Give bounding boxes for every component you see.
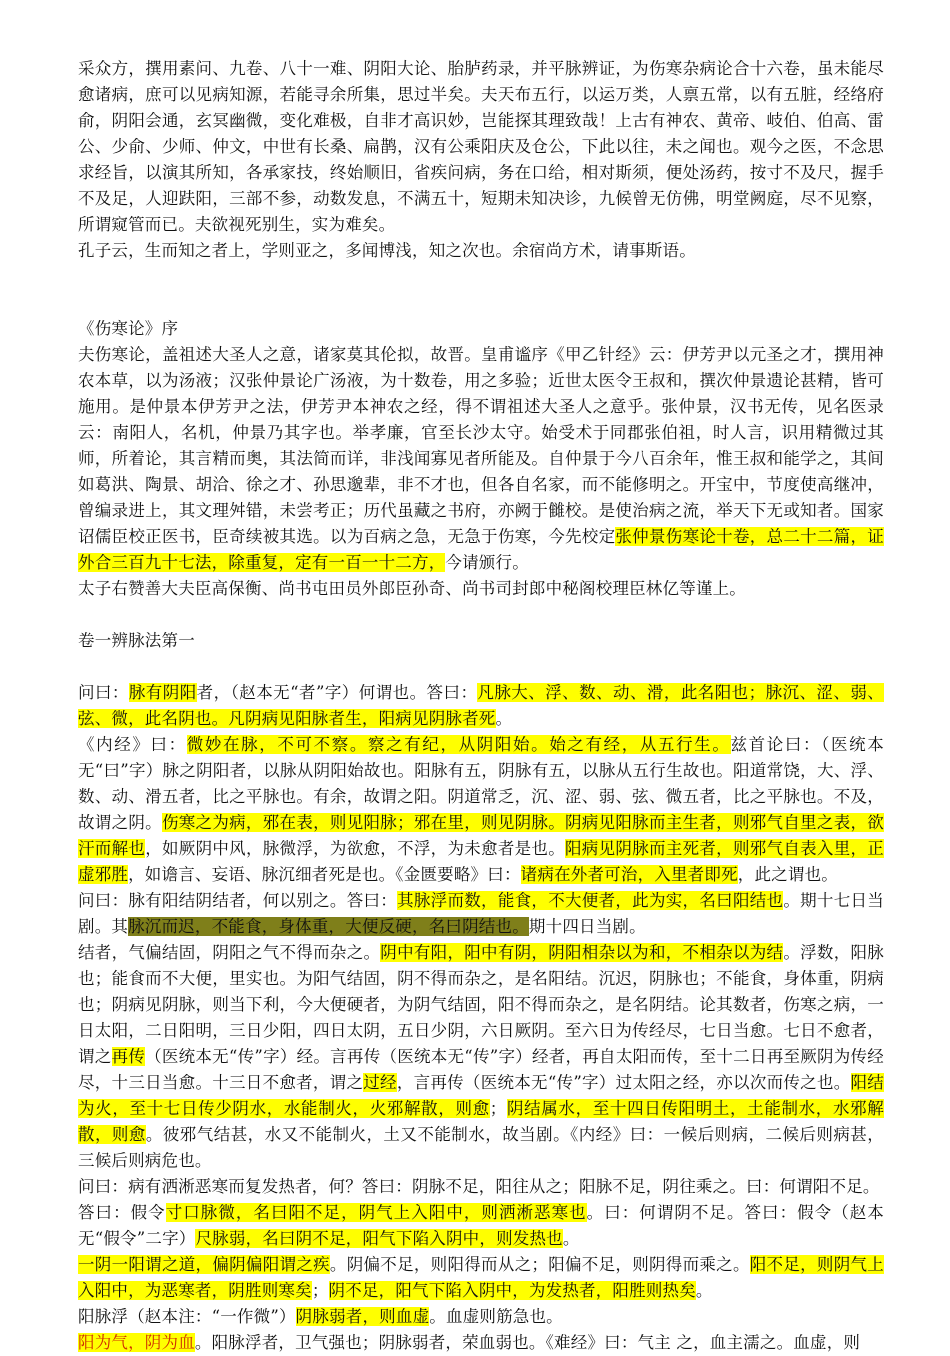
paragraph-jie: 结者，气偏结固，阴阳之气不得而杂之。阴中有阳，阳中有阴，阴阳相杂以为和，不相杂以为结。浮数，阳脉也；能食而不大便，里实也。为阳气结固，阴不得而杂之，是名阳结。沉迟，阴脉也；不能食，身体重，阴病也；阴病见阴脉，则当下利，今大便硬者，为阴气结固，阳不得而杂之，是名阴结。论其数者，伤寒之病，一日太阳，二日阳明，三日少阳，四日太阴，五日少阴，六日厥阴。至六日为传经尽，七日当愈。七日不愈者，谓之再传（医统本无“传”字）经。言再传（医统本无“传”字）经者，再自太阳而传，至十二日再至厥阴为传经尽，十三日当愈。十三日不愈者，谓之过经，言再传（医统本无“传”字）过太阳之经，亦以次而传之也。阳结为火，至十七日传少阴水，水能制火，火邪解散，则愈；阴结属水，至十四日传阳明土，土能制水，水邪解散，则愈。彼邪气结甚，水又不能制火，土又不能制水，故当剧。《内经》曰：一候后则病，二候后则病甚，三候后则病危也。 (78, 943, 885, 1170)
document-page (78, 56, 884, 1356)
paragraph-yiyin: 一阴一阳谓之道，偏阴偏阳谓之疾。阴偏不足，则阳得而从之；阳偏不足，则阴得而乘之。阳不足，则阴气上入阳中，为恶寒者，阴胜则寒矣；阴不足，阳气下陷入阴中，为发热者，阳胜则热矣。 (78, 1255, 885, 1300)
chapter-title: 卷一辨脉法第一 (78, 631, 195, 650)
paragraph-fu: 阳脉浮（赵本注：“一作微”）阴脉弱者，则血虚。血虚则筋急也。 (78, 1307, 563, 1326)
preface-signature: 太子右赞善大夫臣高保衡、尚书屯田员外郎臣孙奇、尚书司封郎中秘阁校理臣林亿等谨上。 (78, 579, 746, 598)
paragraph-q1: 问曰：脉有阴阳者，（赵本无“者”字）何谓也。答曰：凡脉大、浮、数、动、滑，此名阳也；脉沉、涩、弱、弦、微，此名阴也。凡阴病见阳脉者生，阳病见阴脉者死。 (78, 683, 884, 728)
paragraph-q3: 问曰：病有洒淅恶寒而复发热者，何？答曰：阴脉不足，阳往从之；阳脉不足，阴往乘之。曰：何谓阳不足。 (78, 1177, 880, 1196)
paragraph-q3-answer: 答曰：假令寸口脉微，名曰阳不足，阴气上入阳中，则洒淅恶寒也。曰：何谓阴不足。答曰：假令（赵本无“假令”二字）尺脉弱，名曰阴不足，阳气下陷入阴中，则发热也。 (78, 1203, 884, 1248)
paragraph-confucius: 孔子云，生而知之者上，学则亚之，多闻博浅，知之次也。余宿尚方术，请事斯语。 (78, 241, 696, 260)
preface-body: 夫伤寒论，盖祖述大圣人之意，诸家莫其伦拟，故晋。皇甫谧序《甲乙针经》云：伊芳尹以元圣之才，撰用神农本草，以为汤液；汉张仲景论广汤液，为十数卷，用之多验；近世太医令王叔和，撰次仲景遗论甚精，皆可施用。是仲景本伊芳尹之法，伊芳尹本神农之经，得不谓祖述大圣人之意乎。张仲景，汉书无传，见名医录云：南阳人，名机，仲景乃其字也。举孝廉，官至长沙太守。始受术于同郡张伯祖，时人言，识用精微过其师，所着论，其言精而奥，其法简而详，非浅闻寡见者所能及。自仲景于今八百余年，惟王叔和能学之，其间如葛洪、陶景、胡洽、徐之才、孙思邈辈，非不才也，但各自名家，而不能修明之。开宝中，节度使高继冲，曾编录进上，其文理舛错，未尝考正；历代虽藏之书府，亦阙于雠校。是使治病之流，举天下无或知者。国家诏儒臣校正医书，臣奇续被其选。以为百病之急，无急于伤寒，今先校定张仲景伤寒论十卷，总二十二篇，证外合三百九十七法，除重复，定有一百一十二方，今请颁行。 (78, 345, 884, 572)
spacer (78, 264, 884, 316)
preface-title: 《伤寒论》序 (78, 319, 179, 338)
highlight: 张仲景伤寒论十卷，总二十二篇，证外合三百九十七法，除重复，定有一百一十二方， (78, 527, 884, 572)
spacer (78, 654, 884, 680)
spacer (78, 602, 884, 628)
paragraph-last: 阳为气，阴为血。阳脉浮者，卫气强也；阴脉弱者，荣血弱也。《难经》曰：气主 之，血主濡之。血虚，则 (78, 1333, 861, 1352)
paragraph-neijing: 《内经》曰：微妙在脉，不可不察。察之有纪，从阴阳始。始之有经，从五行生。兹首论曰：（医统本无“曰”字）脉之阴阳者，以脉从阴阳始故也。阳脉有五，阴脉有五，以脉从五行生故也。阳道常饶，大、浮、数、动、滑五者，比之平脉也。有余，故谓之阳。阴道常乏，沉、涩、弱、弦、微五者，比之平脉也。不及，故谓之阴。伤寒之为病，邪在表，则见阳脉；邪在里，则见阴脉。阴病见阳脉而主生者，则邪气自里之表，欲汗而解也，如厥阴中风，脉微浮，为欲愈，不浮，为未愈者是也。阳病见阴脉而主死者，则邪气自表入里，正虚邪胜，如谵言、妄语、脉沉细者死是也。《金匮要略》曰：诸病在外者可治，入里者即死，此之谓也。 (78, 735, 885, 884)
paragraph-intro: 采众方，撰用素问、九卷、八十一难、阴阳大论、胎胪药录，并平脉辨证，为伤寒杂病论合十六卷，虽未能尽愈诸病，庶可以见病知源，若能寻余所集，思过半矣。夫天布五行，以运万类，人禀五常，以有五脏，经络府俞，阴阳会通，玄冥幽微，变化难极，自非才高识妙，岂能探其理致哉！上古有神农、黄帝、岐伯、伯高、雷公、少俞、少师、仲文，中世有长桑、扁鹊，汉有公乘阳庆及仓公，下此以往，未之闻也。观今之医，不念思求经旨，以演其所知，各承家技，终始顺旧，省疾问病，务在口给，相对斯须，便处汤药，按寸不及尺，握手不及足，人迎趺阳，三部不参，动数发息，不满五十，短期未知决诊，九候曾无仿佛，明堂阙庭，尽不见察，所谓窥管而已。夫欲视死别生，实为难矣。 (78, 59, 884, 234)
paragraph-q2: 问曰：脉有阳结阴结者，何以别之。答曰：其脉浮而数，能食，不大便者，此为实，名曰阳结也。期十七日当剧。其脉沉而迟，不能食，身体重，大便反硬，名曰阴结也。期十四日当剧。 (78, 891, 884, 936)
